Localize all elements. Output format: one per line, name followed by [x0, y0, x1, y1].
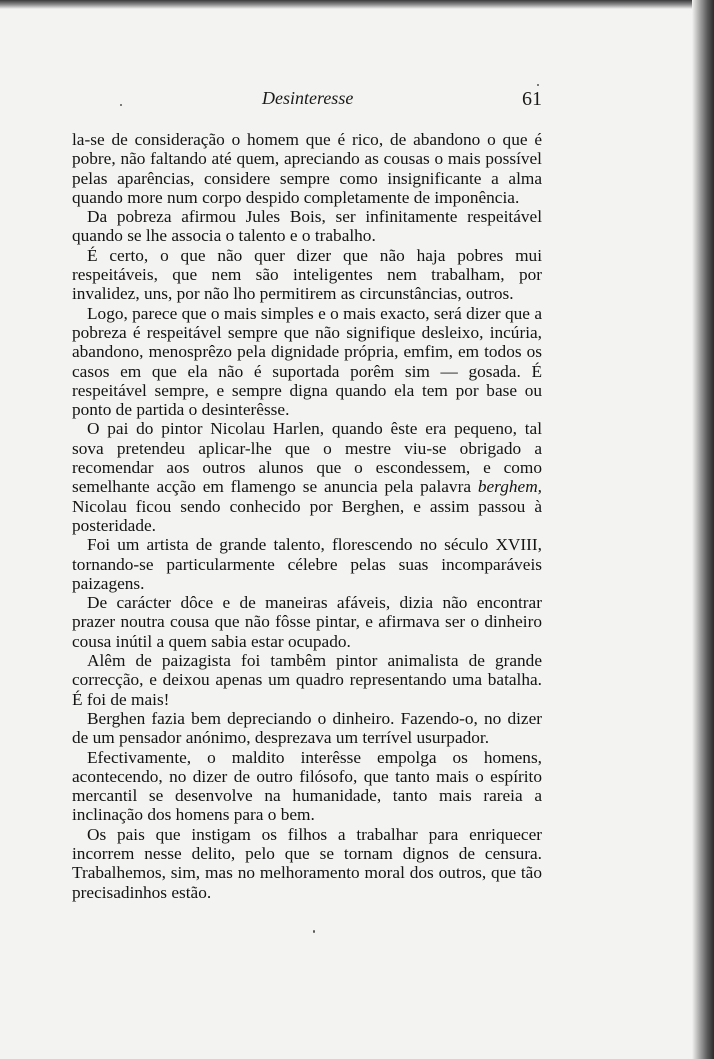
paragraph-2: Da pobreza afirmou Jules Bois, ser infinitamente respeitável quando se lhe associa o talento e o trabalho.	[72, 207, 542, 246]
paragraph-3: É certo, o que não quer dizer que não haja pobres mui respeitáveis, que nem são inteligentes nem trabalham, por invalidez, uns, por não lho permitirem as circunstâncias, outros.	[72, 245, 542, 304]
paragraph-6: Foi um artista de grande talento, florescendo no século XVIII, tornando-se particularmente célebre pelas suas incomparáveis paizagens.	[72, 535, 542, 593]
body-text	[72, 130, 542, 902]
paper-speck	[537, 84, 539, 86]
page-top-edge-shadow	[0, 0, 714, 9]
paragraph-5	[72, 419, 542, 535]
page-number: 61	[522, 88, 542, 110]
paragraph-8: Alêm de paizagista foi tambêm pintor animalista de grande correcção, e deixou apenas um quadro representando uma batalha. É foi de mais!	[72, 651, 542, 709]
running-title: Desinteresse	[262, 88, 354, 108]
paragraph-11: Os pais que instigam os filhos a trabalhar para enriquecer incorrem nesse delito, pelo que se tornam dignos de censura. Trabalhemos, sim, mas no melhoramento moral dos outros, que tão precisadinhos estão.	[72, 824, 542, 902]
paragraph-1: la-se de consideração o homem que é rico, de abandono o que é pobre, não faltando até quem, apreciando as cousas o mais possível pelas aparências, considere sempre como insignificante a alma quando more num corpo despido completamente de imponência.	[72, 130, 542, 207]
paper-speck	[120, 104, 122, 106]
paragraph-5-part-a: O pai do pintor Nicolau Harlen, quando êste era pequeno, tal sova pretendeu aplicar-lhe que o mestre viu-se obrigado a recomendar aos outros alunos que o escondessem, e como semelhante acção em flamengo se anuncia pela palavra	[72, 419, 542, 497]
paragraph-4: Logo, parece que o mais simples e o mais exacto, será dizer que a pobreza é respeitável sempre que não signifique desleixo, incúria, abandono, menosprêzo pela dignidade própria, emfim, em todos os casos em que ela não é suportada porêm sim — gosada. É respeitável sempre, e sempre digna quando ela tem por base ou ponto de partida o desinterêsse.	[72, 303, 542, 420]
paragraph-5-part-b: Nicolau ficou sendo conhecido por Berghen, e assim passou à posteridade.	[72, 496, 542, 535]
paragraph-7: De carácter dôce e de maneiras afáveis, dizia não encontrar prazer noutra cousa que não fôsse pintar, e afirmava ser o dinheiro cousa inútil a quem sabia estar ocupado.	[72, 593, 542, 651]
page-right-edge-shadow	[692, 0, 714, 1059]
paper-speck	[313, 930, 315, 933]
paragraph-9: Berghen fazia bem depreciando o dinheiro. Fazendo-o, no dizer de um pensador anónimo, desprezava um terrível usurpador.	[72, 708, 542, 748]
paragraph-10: Efectivamente, o maldito interêsse empolga os homens, acontecendo, no dizer de outro filósofo, que tanto mais o espírito mercantil se desenvolve na humanidade, tanto mais rareia a inclinação dos homens para o bem.	[72, 747, 542, 825]
italic-word-berghem: berghem,	[477, 477, 542, 497]
running-head	[72, 88, 542, 114]
